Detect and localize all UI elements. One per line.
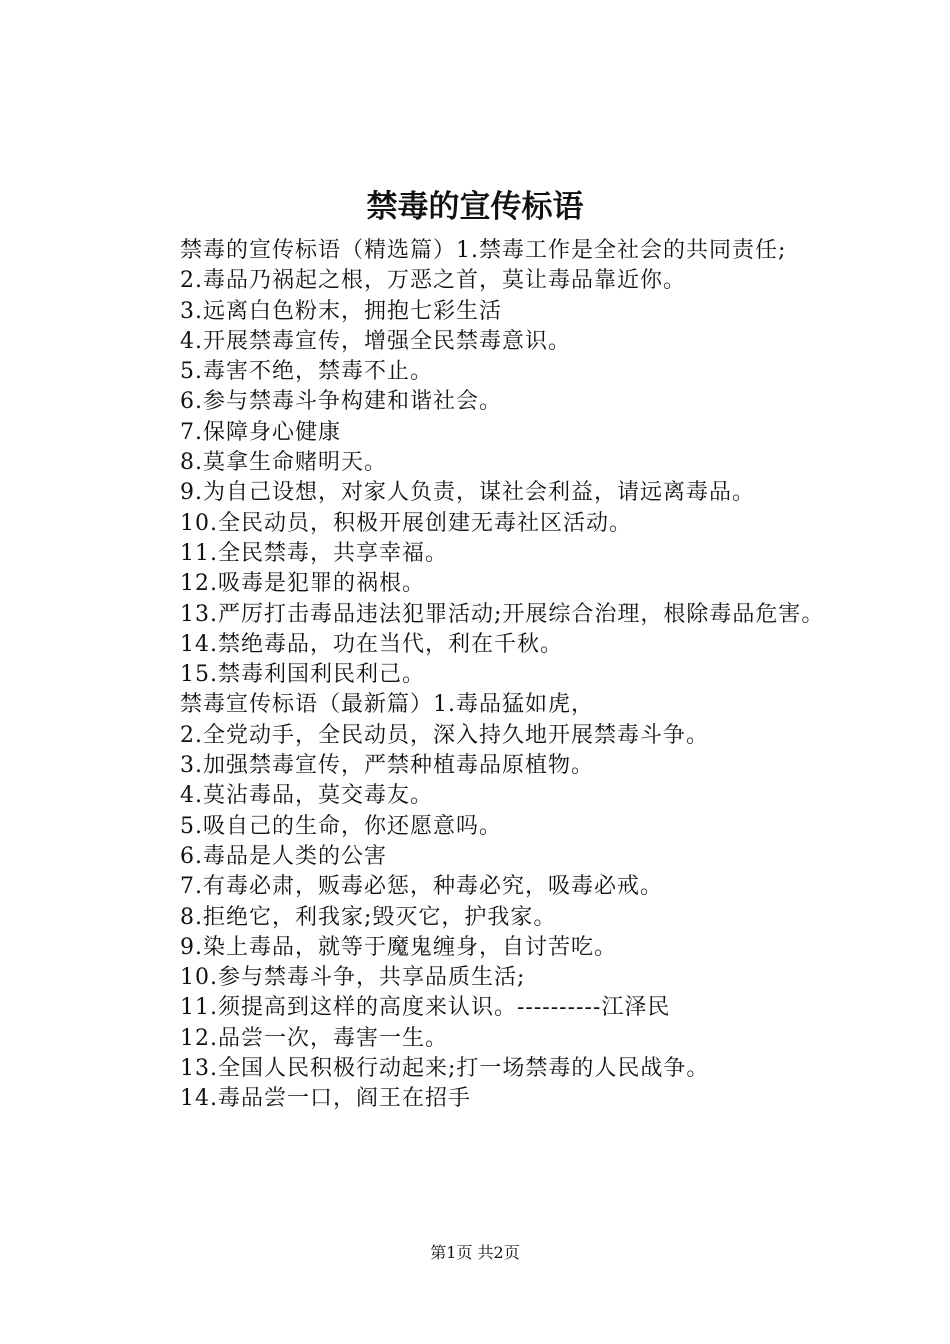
paragraph: 14.禁绝毒品，功在当代，利在千秋。: [180, 631, 563, 657]
paragraph: 5.毒害不绝，禁毒不止。: [180, 359, 433, 385]
paragraph: 2.全党动手，全民动员，深入持久地开展禁毒斗争。: [180, 722, 709, 748]
paragraph: 10.全民动员，积极开展创建无毒社区活动。: [180, 510, 632, 536]
paragraph: 15.禁毒利国利民利己。: [180, 662, 425, 688]
paragraph: 8.拒绝它，利我家;毁灭它，护我家。: [180, 904, 557, 930]
paragraph: 2.毒品乃祸起之根，万恶之首，莫让毒品靠近你。: [180, 268, 686, 294]
paragraph: 7.有毒必肃，贩毒必惩，种毒必究，吸毒必戒。: [180, 874, 663, 900]
paragraph: 9.染上毒品，就等于魔鬼缠身，自讨苦吃。: [180, 934, 617, 960]
paragraph: 7.保障身心健康: [180, 419, 341, 445]
paragraph: 9.为自己设想，对家人负责，谋社会利益，请远离毒品。: [180, 480, 755, 506]
paragraph: 12.品尝一次，毒害一生。: [180, 1025, 448, 1051]
paragraph: 5.吸自己的生命，你还愿意吗。: [180, 813, 502, 839]
paragraph: 3.远离白色粉末，拥抱七彩生活: [180, 298, 502, 324]
paragraph: 3.加强禁毒宣传，严禁种植毒品原植物。: [180, 753, 594, 779]
document-body: [128, 236, 834, 1115]
page-footer: 第1页 共2页: [430, 1243, 520, 1262]
paragraph: 8.莫拿生命赌明天。: [180, 450, 387, 476]
paragraph: 6.毒品是人类的公害: [180, 843, 387, 869]
paragraph: 4.开展禁毒宣传，增强全民禁毒意识。: [180, 328, 571, 354]
paragraph: 禁毒宣传标语（最新篇）1.毒品猛如虎，: [180, 692, 594, 718]
paragraph: 禁毒的宣传标语（精选篇）1.禁毒工作是全社会的共同责任;: [180, 238, 787, 263]
paragraph: 11.全民禁毒，共享幸福。: [180, 540, 448, 566]
document-title: 禁毒的宣传标语: [366, 189, 584, 225]
paragraph: 11.须提高到这样的高度来认识。----------江泽民: [180, 995, 671, 1021]
paragraph: 14.毒品尝一口，阎王在招手: [180, 1086, 471, 1112]
paragraph: 13.全国人民积极行动起来;打一场禁毒的人民战争。: [180, 1056, 710, 1082]
paragraph: 10.参与禁毒斗争，共享品质生活;: [180, 965, 526, 991]
paragraph: 6.参与禁毒斗争构建和谐社会。: [180, 389, 502, 415]
paragraph: 13.严厉打击毒品违法犯罪活动;开展综合治理，根除毒品危害。: [180, 601, 825, 627]
paragraph: 12.吸毒是犯罪的祸根。: [180, 571, 425, 597]
paragraph: 4.莫沾毒品，莫交毒友。: [180, 783, 433, 809]
